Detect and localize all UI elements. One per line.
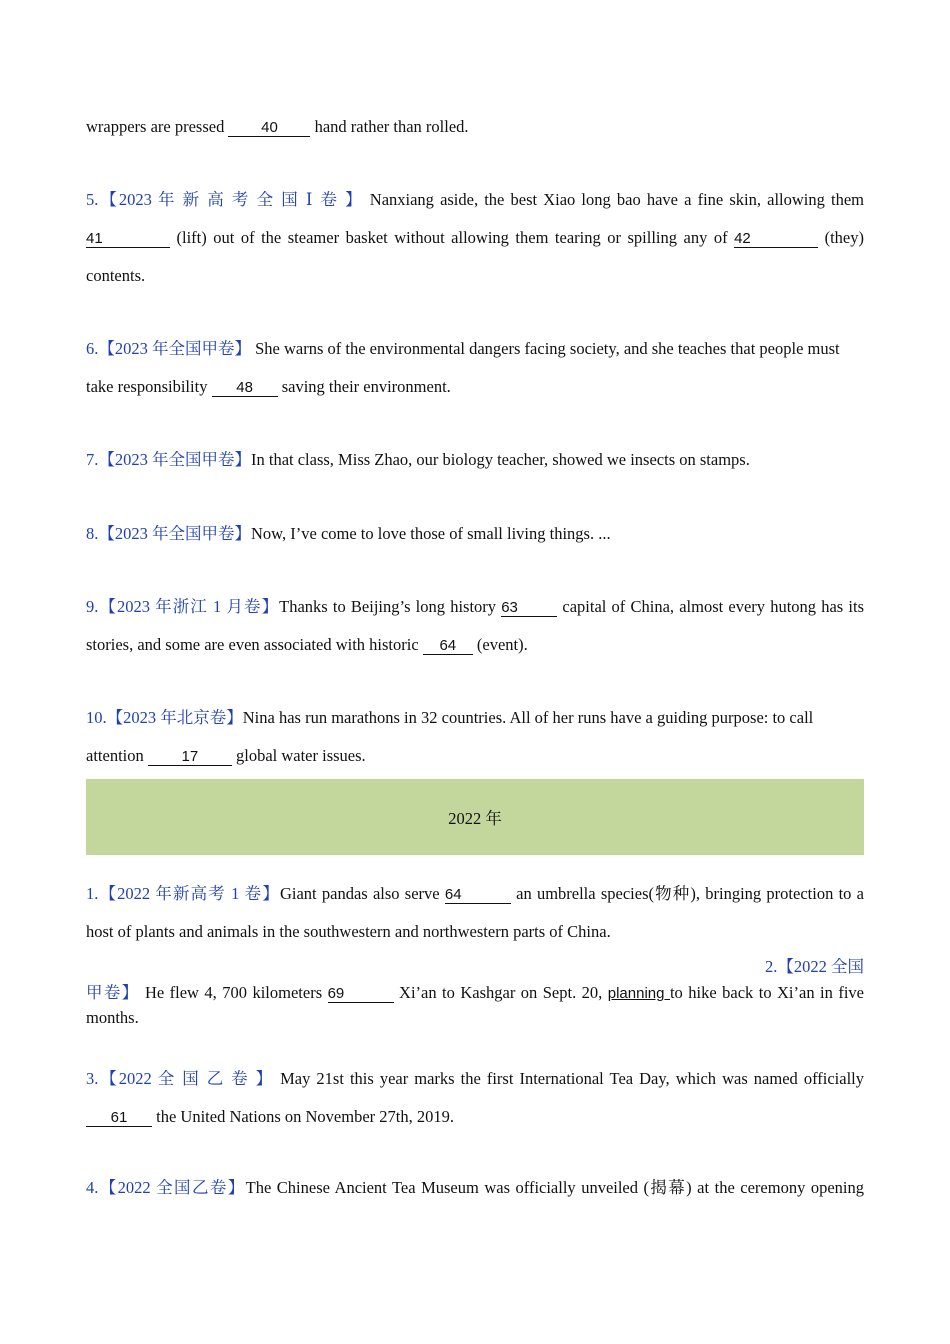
answer-blank: 40 bbox=[228, 120, 310, 137]
question-10-line-2 bbox=[86, 746, 864, 766]
question-10-line-1 bbox=[86, 708, 864, 728]
text: (event). bbox=[472, 635, 528, 654]
text: hand rather than rolled. bbox=[310, 117, 469, 136]
question-7 bbox=[86, 450, 864, 470]
question-number: 8. bbox=[86, 524, 99, 543]
exam-source-tag: 【2022 全国 bbox=[777, 957, 864, 976]
question-number: 7. bbox=[86, 450, 99, 469]
answer-blank: 63 bbox=[501, 600, 557, 617]
exam-source-tag: 【2023 年浙江 1 月卷】 bbox=[98, 597, 280, 616]
question-2022-1-line-1 bbox=[86, 884, 864, 904]
answer-blank: 64 bbox=[445, 887, 511, 904]
question-9-line-2 bbox=[86, 635, 864, 655]
year-section-banner bbox=[86, 779, 864, 855]
exam-source-tag: 【2022 全国乙卷】 bbox=[98, 1178, 246, 1197]
question-2022-3-line-2 bbox=[86, 1107, 864, 1127]
text: stories, and some are even associated with historic bbox=[86, 635, 423, 654]
question-number: 9. bbox=[86, 597, 99, 616]
text: Thanks to Beijing’s long history bbox=[279, 597, 502, 616]
text: He flew 4, 700 kilometers bbox=[139, 983, 328, 1002]
text: Nina has run marathons in 32 countries. All of her runs have a guiding purpose: to call bbox=[242, 708, 814, 727]
question-5-line-1 bbox=[86, 190, 864, 210]
answer-blank: 64 bbox=[423, 638, 473, 655]
question-5-line-2 bbox=[86, 228, 864, 248]
underlined-word: planning bbox=[607, 985, 670, 1002]
question-number: 3. bbox=[86, 1069, 99, 1088]
text: the United Nations on November 27th, 2019. bbox=[152, 1107, 454, 1126]
text: host of plants and animals in the southwestern and northwestern parts of China. bbox=[86, 922, 611, 941]
text: The Chinese Ancient Tea Museum was officially unveiled (揭幕) at the ceremony opening bbox=[245, 1178, 864, 1197]
question-2022-4-line-1 bbox=[86, 1178, 864, 1198]
answer-blank: 41 bbox=[86, 231, 170, 248]
text: months. bbox=[86, 1008, 139, 1027]
text: an umbrella species(物种), bringing protection to a bbox=[510, 884, 864, 903]
text: Giant pandas also serve bbox=[279, 884, 445, 903]
question-number: 5. bbox=[86, 190, 99, 209]
question-2022-1-line-2 bbox=[86, 922, 864, 942]
exam-source-tag: 【2023 年全国甲卷】 bbox=[98, 450, 251, 469]
text: to hike back to Xi’an in five bbox=[669, 983, 864, 1002]
question-5-line-3 bbox=[86, 266, 864, 286]
text: (lift) out of the steamer basket without allowing them tearing or spilling any of bbox=[170, 228, 735, 247]
sentence-line bbox=[86, 117, 864, 137]
answer-blank: 42 bbox=[734, 231, 818, 248]
exam-source-tag: 【2023 年 新 高 考 全 国 Ⅰ 卷 】 bbox=[98, 190, 364, 209]
year-heading: 2022 年 bbox=[448, 809, 502, 828]
text: attention bbox=[86, 746, 148, 765]
question-2022-3-line-1 bbox=[86, 1069, 864, 1089]
question-2022-2-line-2 bbox=[86, 983, 864, 1004]
question-6-line-2 bbox=[86, 377, 864, 397]
question-number: 6. bbox=[86, 339, 99, 358]
text: capital of China, almost every hutong has its bbox=[557, 597, 864, 616]
exam-source-tag: 【2022 全 国 乙 卷 】 bbox=[98, 1069, 275, 1088]
exam-source-tag: 【2023 年全国甲卷】 bbox=[98, 524, 251, 543]
question-number: 1. bbox=[86, 884, 99, 903]
answer-blank: 61 bbox=[86, 1110, 152, 1127]
text: (they) bbox=[818, 228, 864, 247]
text: She warns of the environmental dangers facing society, and she teaches that people must bbox=[251, 339, 840, 358]
text: Nanxiang aside, the best Xiao long bao have a fine skin, allowing them bbox=[363, 190, 864, 209]
question-6-line-1 bbox=[86, 339, 864, 359]
question-number: 10. bbox=[86, 708, 107, 727]
text: saving their environment. bbox=[277, 377, 451, 396]
question-2022-2-line-1 bbox=[86, 957, 864, 977]
text: Now, I’ve come to love those of small living things. ... bbox=[251, 524, 611, 543]
question-8 bbox=[86, 524, 864, 544]
text: contents. bbox=[86, 266, 146, 285]
text: global water issues. bbox=[231, 746, 366, 765]
exam-source-tag: 【2023 年北京卷】 bbox=[106, 708, 243, 727]
text: take responsibility bbox=[86, 377, 212, 396]
exam-source-tag: 【2022 年新高考 1 卷】 bbox=[98, 884, 280, 903]
exam-source-tag: 甲卷】 bbox=[86, 983, 140, 1002]
question-2022-2-line-3 bbox=[86, 1008, 864, 1028]
question-number: 2. bbox=[765, 957, 778, 976]
answer-blank: 69 bbox=[328, 986, 394, 1003]
exam-source-tag: 【2023 年全国甲卷】 bbox=[98, 339, 251, 358]
text: wrappers are pressed bbox=[86, 117, 229, 136]
answer-blank: 17 bbox=[148, 749, 232, 766]
question-number: 4. bbox=[86, 1178, 99, 1197]
question-9-line-1 bbox=[86, 597, 864, 617]
answer-blank: 48 bbox=[212, 380, 278, 397]
text: May 21st this year marks the first International Tea Day, which was named officially bbox=[274, 1069, 865, 1088]
text: Xi’an to Kashgar on Sept. 20, bbox=[393, 983, 608, 1002]
text: In that class, Miss Zhao, our biology teacher, showed we insects on stamps. bbox=[251, 450, 750, 469]
